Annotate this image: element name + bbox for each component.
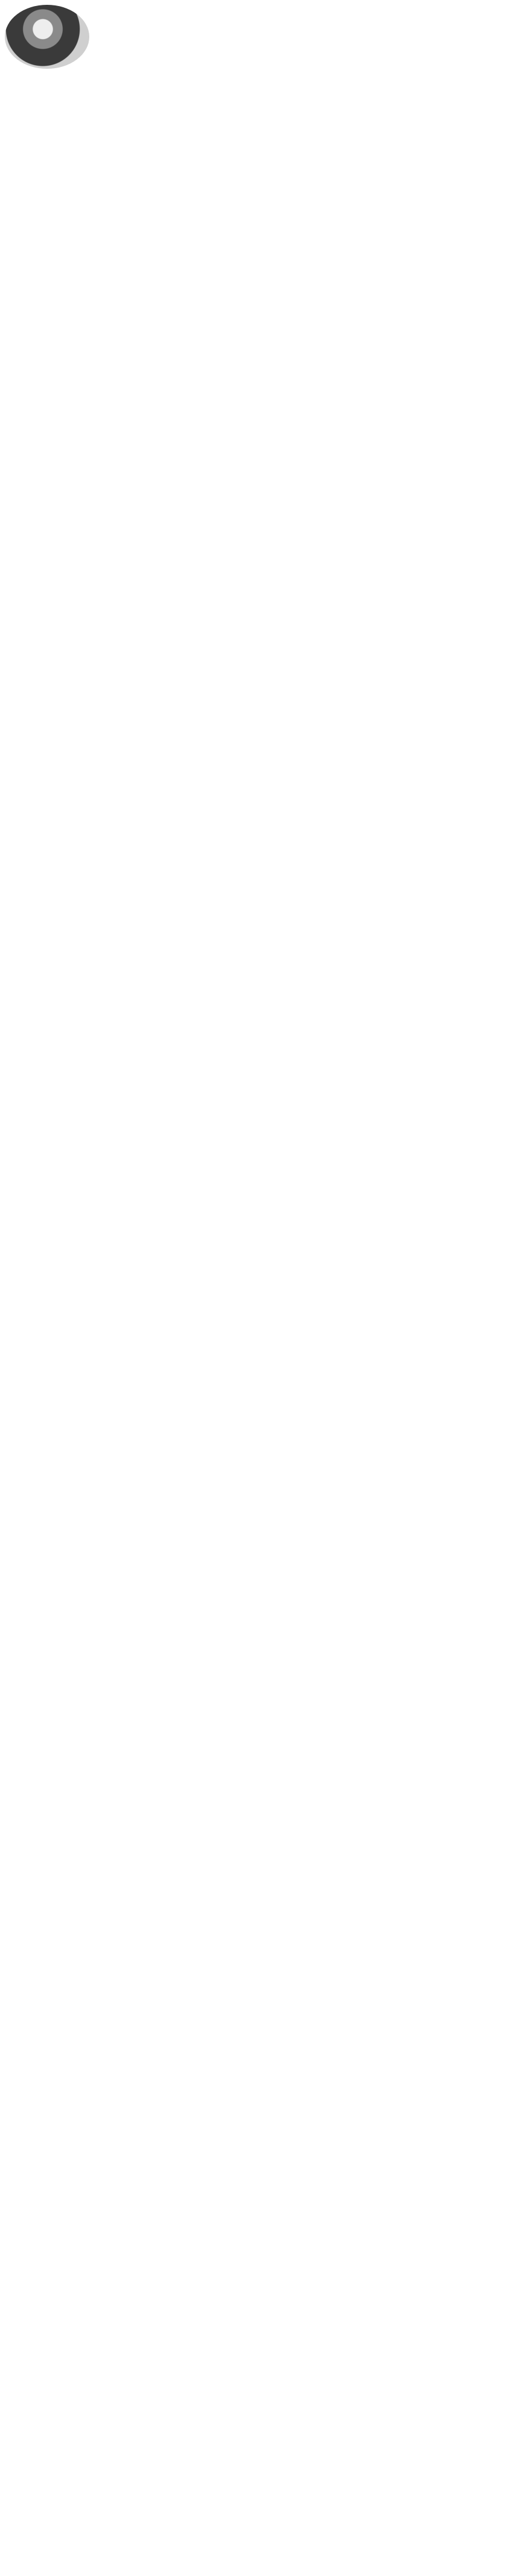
author-header xyxy=(5,0,506,70)
document-body xyxy=(5,138,506,2417)
author-avatar[interactable] xyxy=(5,5,89,69)
author-name[interactable] xyxy=(103,5,506,25)
document-title xyxy=(5,74,506,115)
author-info xyxy=(103,5,506,59)
description-label xyxy=(5,115,506,131)
author-bio xyxy=(103,25,506,59)
